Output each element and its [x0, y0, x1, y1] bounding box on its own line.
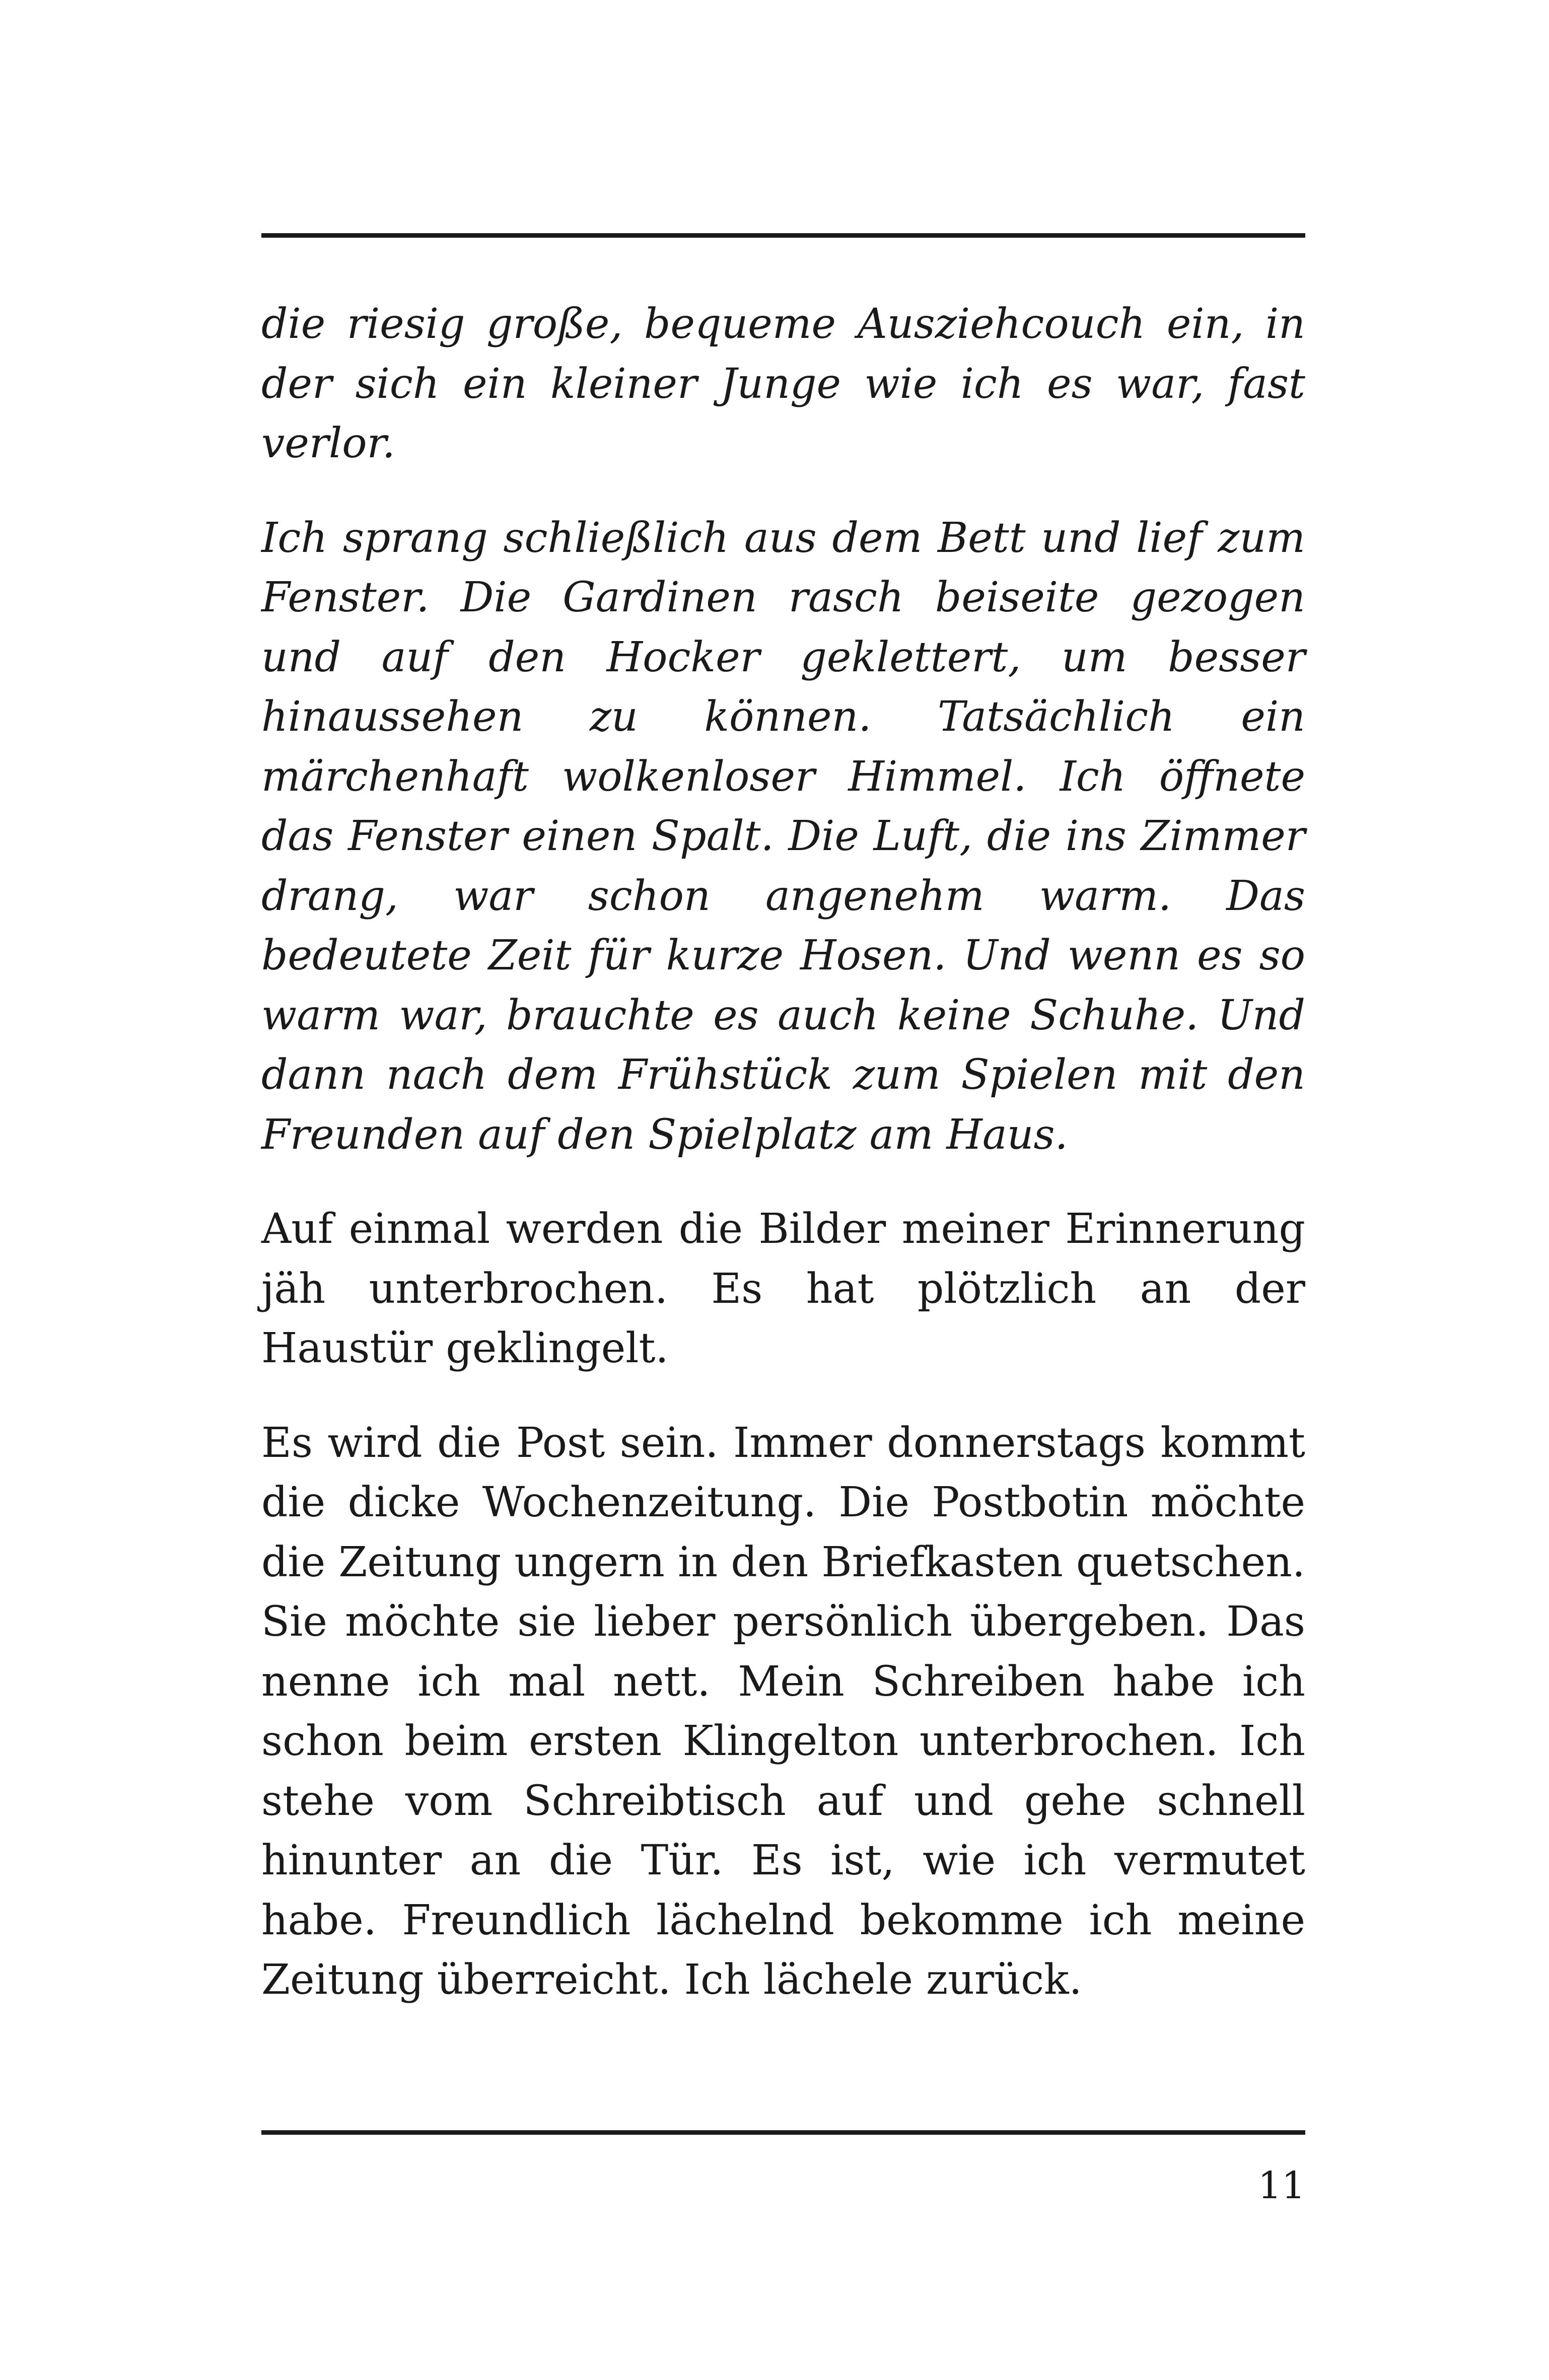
paragraph-2: Ich sprang schließlich aus dem Bett und lief zum Fenster. Die Gardinen rasch beiseite gezogen und auf den Hocker geklettert, um besser hinaussehen zu können. Tatsächlich ein märchenhaft wolkenloser Himmel. Ich öffnete das Fenster einen Spalt. Die Luft, die ins Zimmer drang, war schon angenehm warm. Das bedeutete Zeit für kurze Hosen. Und wenn es so warm war, brauchte es auch keine Schuhe. Und dann nach dem Frühstück zum Spielen mit den Freunden auf den Spielplatz am Haus. [261, 514, 1305, 1159]
paragraph-1: die riesig große, bequeme Ausziehcouch ein, in der sich ein kleiner Junge wie ich es war, fast verlor. [261, 300, 1305, 467]
footer-rule [261, 2130, 1305, 2135]
paragraph-4: Es wird die Post sein. Immer donnerstags kommt die dicke Wochenzeitung. Die Postbotin möchte die Zeitung ungern in den Briefkasten quetschen. Sie möchte sie lieber persönlich übergeben. Das nenne ich mal nett. Mein Schreiben habe ich schon beim ersten Klingelton unterbrochen. Ich stehe vom Schreibtisch auf und gehe schnell hinunter an die Tür. Es ist, wie ich vermutet habe. Freundlich lächelnd bekomme ich meine Zeitung überreicht. Ich lächele zurück. [261, 1419, 1305, 2004]
body-text [261, 295, 1305, 2045]
page-number: 11 [1257, 2164, 1305, 2207]
header-rule [261, 233, 1305, 238]
paragraph-3: Auf einmal werden die Bilder meiner Erinnerung jäh unterbrochen. Es hat plötzlich an der Haustür geklingelt. [261, 1205, 1305, 1372]
